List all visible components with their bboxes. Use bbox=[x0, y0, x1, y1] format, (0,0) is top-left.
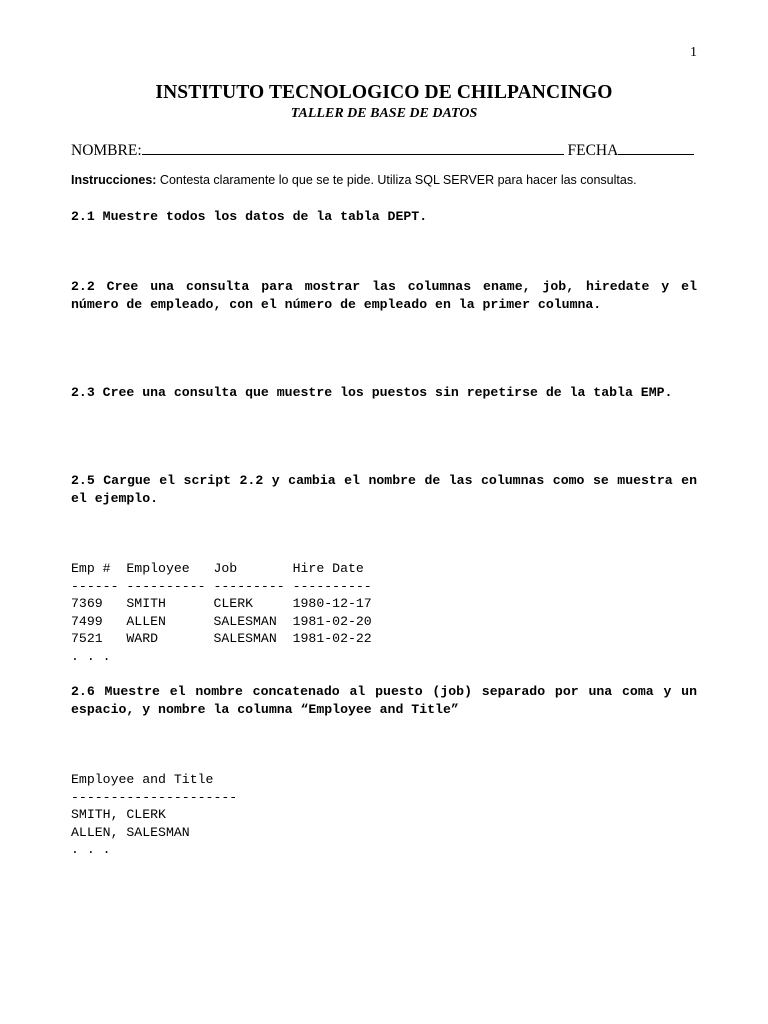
document-subtitle: TALLER DE BASE DE DATOS bbox=[290, 106, 478, 121]
question-2-6: 2.6 Muestre el nombre concatenado al puesto (job) separado por una coma y un espacio, y nombre la columna “Employee and Title” bbox=[71, 684, 697, 717]
table-line: SMITH, CLERK bbox=[71, 807, 166, 823]
table-line: ------ ---------- --------- ---------- bbox=[71, 578, 372, 594]
table-line: --------------------- bbox=[71, 789, 238, 805]
table-line: 7521 WARD SALESMAN 1981-02-22 bbox=[71, 631, 372, 647]
example-table-employees bbox=[71, 560, 372, 666]
table-line: . . . bbox=[71, 648, 111, 664]
table-line: 7369 SMITH CLERK 1980-12-17 bbox=[71, 596, 372, 612]
name-field-blank bbox=[142, 140, 564, 155]
example-table-employee-title bbox=[71, 771, 237, 859]
table-line: 7499 ALLEN SALESMAN 1981-02-20 bbox=[71, 613, 372, 629]
question-2-3: 2.3 Cree una consulta que muestre los puestos sin repetirse de la tabla EMP. bbox=[71, 385, 673, 400]
date-field-blank bbox=[618, 140, 694, 155]
question-2-2: 2.2 Cree una consulta para mostrar las columnas ename, job, hiredate y el número de empleado, con el número de empleado en la primer columna. bbox=[71, 279, 697, 312]
instructions bbox=[71, 173, 637, 187]
name-date-line bbox=[71, 140, 694, 160]
table-line: ALLEN, SALESMAN bbox=[71, 824, 190, 840]
page-number: 1 bbox=[690, 45, 697, 60]
table-line: Emp # Employee Job Hire Date bbox=[71, 561, 364, 576]
question-2-1: 2.1 Muestre todos los datos de la tabla DEPT. bbox=[71, 209, 428, 224]
document-title: INSTITUTO TECNOLOGICO DE CHILPANCINGO bbox=[155, 82, 613, 103]
name-label: NOMBRE: bbox=[71, 142, 142, 159]
question-2-5: 2.5 Cargue el script 2.2 y cambia el nombre de las columnas como se muestra en el ejemplo. bbox=[71, 473, 697, 506]
instructions-text: Contesta claramente lo que se te pide. Utiliza SQL SERVER para hacer las consultas. bbox=[156, 173, 637, 187]
table-line: . . . bbox=[71, 842, 111, 858]
date-label: FECHA bbox=[567, 142, 619, 159]
instructions-label: Instrucciones: bbox=[71, 173, 157, 187]
table-line: Employee and Title bbox=[71, 772, 214, 787]
